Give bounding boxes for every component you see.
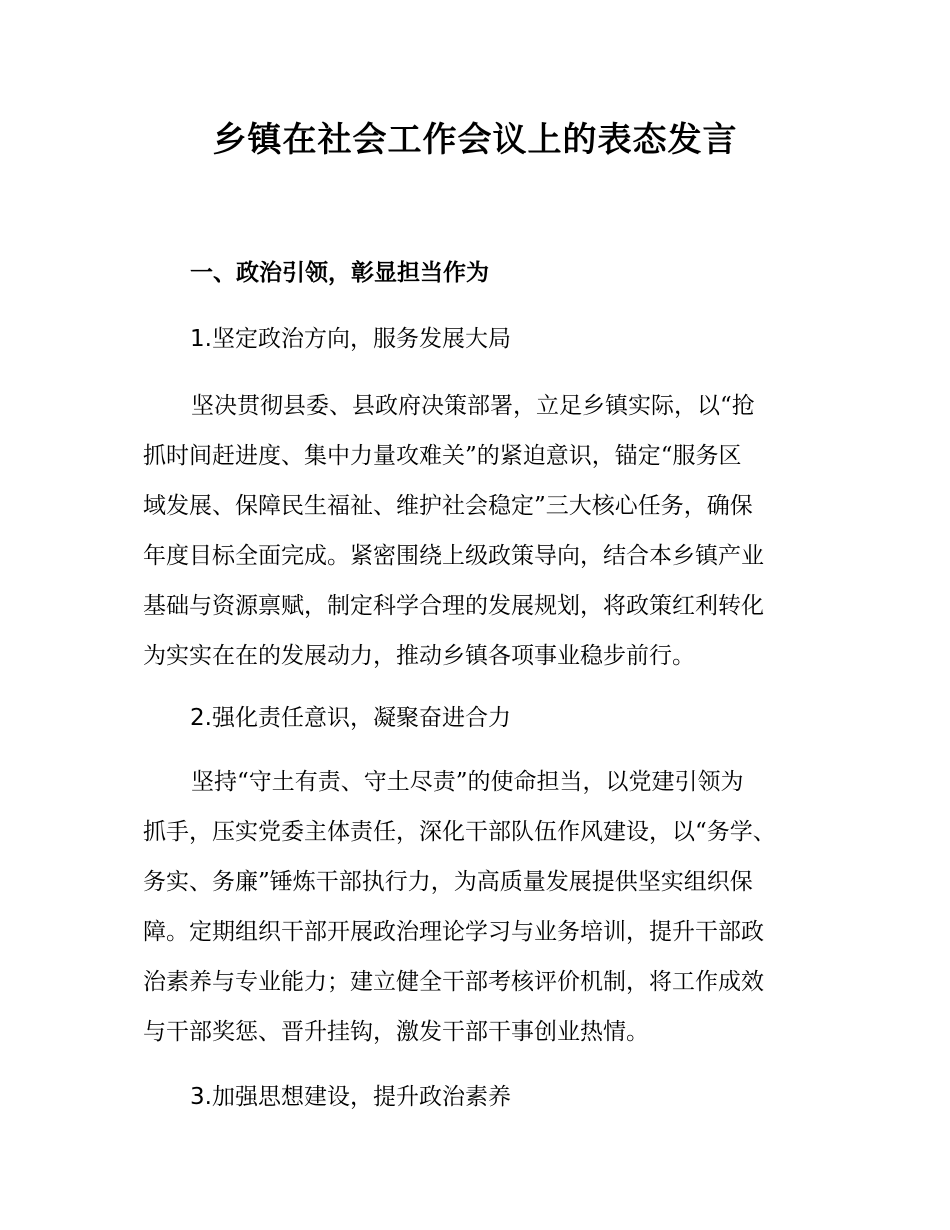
- paragraph-line: 坚决贯彻县委、县政府决策部署，立足乡镇实际，以“抢: [191, 393, 755, 419]
- paragraph-line: 为实实在在的发展动力，推动乡镇各项事业稳步前行。: [143, 643, 695, 669]
- subsection-heading-3: 3.加强思想建设，提升政治素养: [190, 1084, 511, 1110]
- paragraph-line: 务实、务廉”锤炼干部执行力，为高质量发展提供坚实组织保: [143, 869, 753, 895]
- paragraph-line: 抓手，压实党委主体责任，深化干部队伍作风建设，以“务学、: [143, 819, 776, 845]
- document-title: 乡镇在社会工作会议上的表态发言: [212, 120, 738, 160]
- subsection-heading-2: 2.强化责任意识，凝聚奋进合力: [190, 705, 511, 731]
- section-heading-1: 一、政治引领，彰显担当作为: [190, 260, 489, 286]
- paragraph-line: 坚持“守土有责、守土尽责”的使命担当，以党建引领为: [191, 769, 744, 795]
- paragraph-2: [143, 757, 815, 1057]
- paragraph-line: 抓时间赶进度、集中力量攻难关”的紧迫意识，锚定“服务区: [143, 443, 742, 469]
- paragraph-line: 基础与资源禀赋，制定科学合理的发展规划，将政策红利转化: [143, 593, 764, 619]
- paragraph-line: 与干部奖惩、晋升挂钩，激发干部干事创业热情。: [143, 1019, 649, 1045]
- subsection-heading-1: 1.坚定政治方向，服务发展大局: [190, 326, 511, 352]
- paragraph-1: [143, 381, 815, 681]
- paragraph-line: 域发展、保障民生福祉、维护社会稳定”三大核心任务，确保: [143, 493, 753, 519]
- paragraph-line: 治素养与专业能力；建立健全干部考核评价机制，将工作成效: [143, 969, 764, 995]
- paragraph-line: 年度目标全面完成。紧密围绕上级政策导向，结合本乡镇产业: [143, 543, 764, 569]
- paragraph-line: 障。定期组织干部开展政治理论学习与业务培训，提升干部政: [143, 919, 764, 945]
